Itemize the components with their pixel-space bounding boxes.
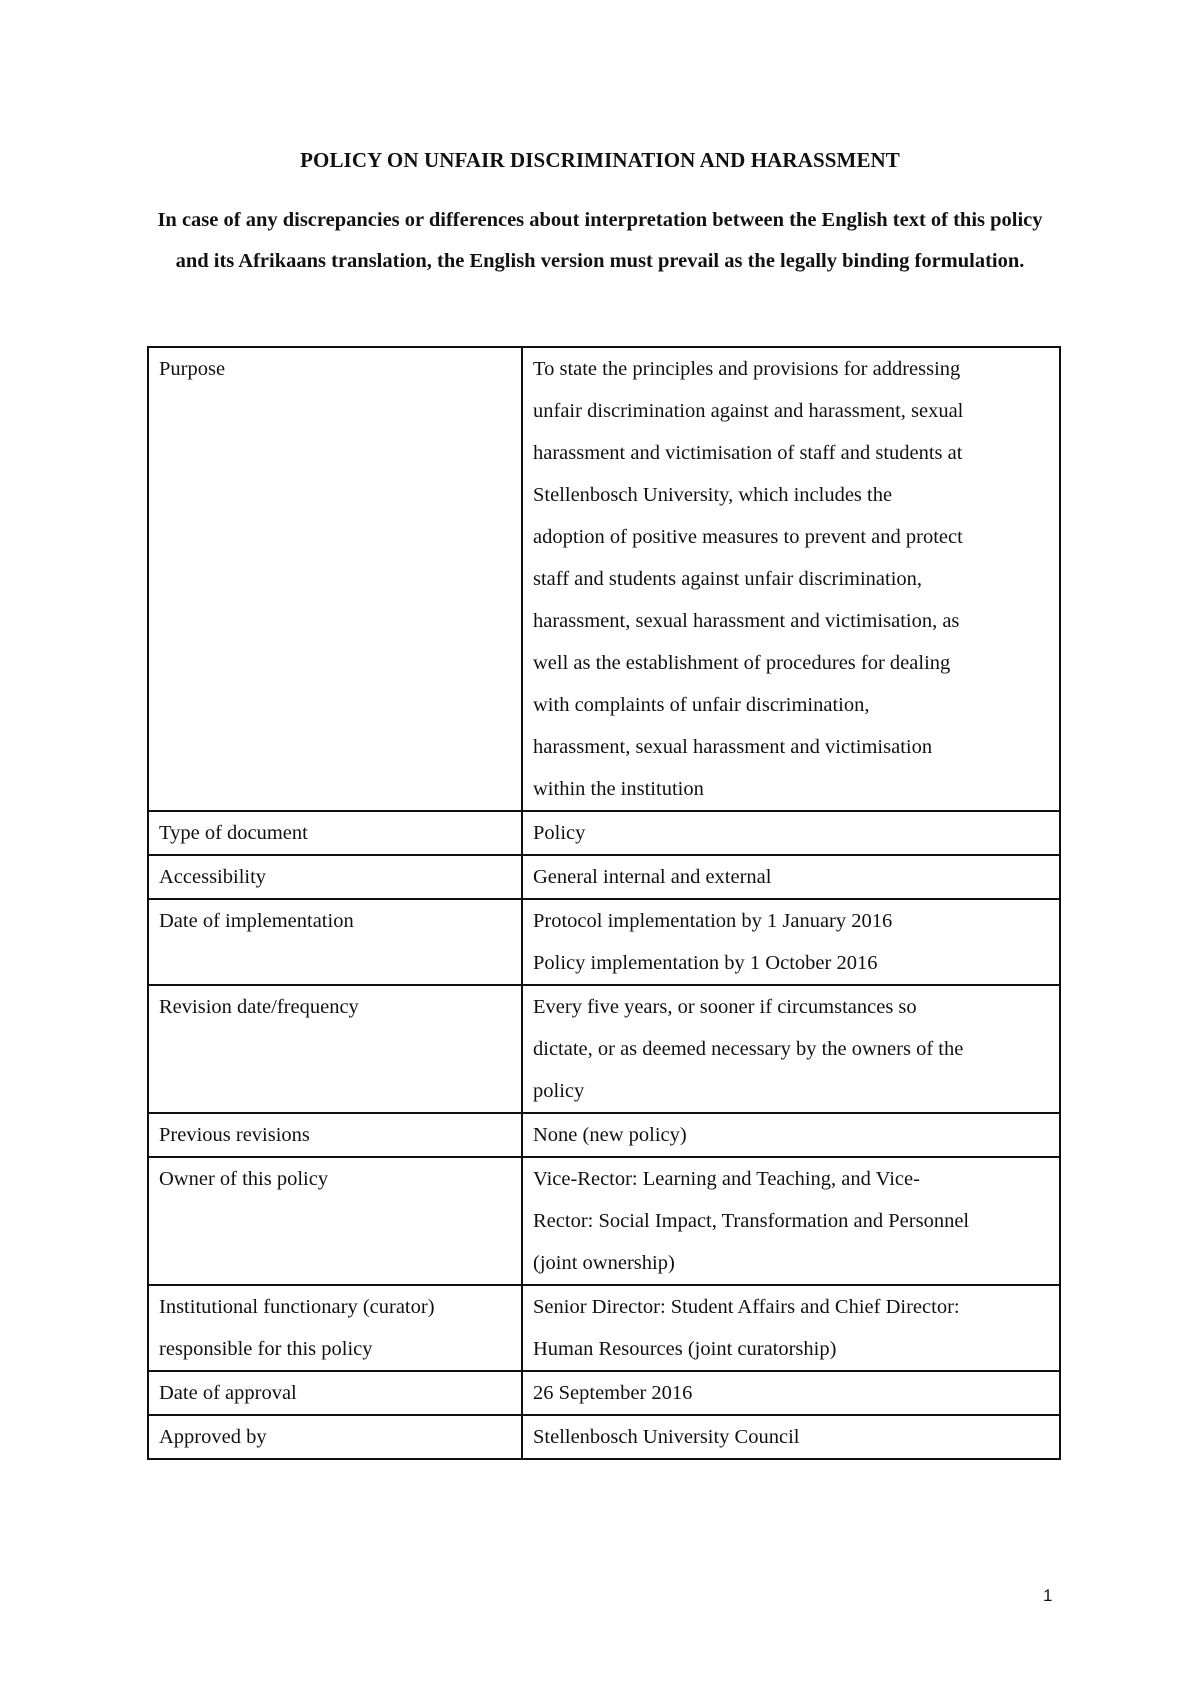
row-label-cell (148, 899, 522, 985)
row-label: Previous revisions (159, 1124, 310, 1146)
row-value-cell (522, 347, 1060, 811)
table-row (148, 811, 1060, 855)
row-label: Type of document (159, 822, 308, 844)
row-label: Date of implementation (159, 910, 354, 932)
row-value: harassment and victimisation of staff and students at (533, 442, 963, 464)
row-label: Approved by (159, 1426, 267, 1448)
row-value: Senior Director: Student Affairs and Chief Director: (533, 1296, 960, 1318)
row-value: (joint ownership) (533, 1252, 675, 1274)
row-label-cell (148, 985, 522, 1113)
row-value-cell (522, 811, 1060, 855)
row-label-cell (148, 347, 522, 811)
table-row (148, 1157, 1060, 1285)
row-label: Date of approval (159, 1382, 297, 1404)
row-label: Owner of this policy (159, 1168, 329, 1190)
row-label: Accessibility (159, 866, 267, 888)
row-value: well as the establishment of procedures for dealing (533, 652, 951, 674)
table-row (148, 347, 1060, 811)
row-value: within the institution (533, 778, 704, 800)
row-value: Vice-Rector: Learning and Teaching, and Vice- (533, 1168, 920, 1190)
row-value-cell (522, 855, 1060, 899)
row-value: adoption of positive measures to prevent and protect (533, 526, 963, 548)
row-label-cell (148, 811, 522, 855)
row-value: policy (533, 1080, 585, 1102)
row-value: unfair discrimination against and harassment, sexual (533, 400, 964, 422)
table-row (148, 855, 1060, 899)
row-value: None (new policy) (533, 1124, 687, 1146)
row-value: dictate, or as deemed necessary by the owners of the (533, 1038, 964, 1060)
row-value: with complaints of unfair discrimination, (533, 694, 870, 716)
row-value: Policy (533, 822, 586, 844)
row-value: Stellenbosch University, which includes the (533, 484, 893, 506)
table-row (148, 985, 1060, 1113)
row-label: Revision date/frequency (159, 996, 359, 1018)
row-label: Institutional functionary (curator) (159, 1296, 435, 1318)
row-value: Every five years, or sooner if circumstances so (533, 996, 917, 1018)
row-value-cell (522, 1113, 1060, 1157)
policy-metadata-table (147, 346, 1061, 1460)
row-value: staff and students against unfair discrimination, (533, 568, 923, 590)
row-value: Policy implementation by 1 October 2016 (533, 952, 878, 974)
table-row (148, 899, 1060, 985)
row-label: responsible for this policy (159, 1338, 373, 1360)
row-value: To state the principles and provisions for addressing (533, 358, 961, 380)
row-label: Purpose (159, 358, 226, 380)
row-value: Rector: Social Impact, Transformation and Personnel (533, 1210, 970, 1232)
row-value-cell (522, 1157, 1060, 1285)
row-value-cell (522, 899, 1060, 985)
row-value: Human Resources (joint curatorship) (533, 1338, 837, 1360)
row-value-cell (522, 1371, 1060, 1415)
row-label-cell (148, 1113, 522, 1157)
row-value-cell (522, 985, 1060, 1113)
row-label-cell (148, 1157, 522, 1285)
table-row (148, 1415, 1060, 1459)
table-row (148, 1285, 1060, 1371)
row-label-cell (148, 1415, 522, 1459)
document-title: POLICY ON UNFAIR DISCRIMINATION AND HARASSMENT (300, 148, 900, 172)
row-value: harassment, sexual harassment and victimisation, as (533, 610, 960, 632)
row-value-cell (522, 1415, 1060, 1459)
table-row (148, 1113, 1060, 1157)
row-value: Stellenbosch University Council (533, 1426, 800, 1448)
row-label-cell (148, 1371, 522, 1415)
policy-metadata-body (148, 347, 1060, 1459)
row-value: harassment, sexual harassment and victimisation (533, 736, 933, 758)
table-row (148, 1371, 1060, 1415)
row-value-cell (522, 1285, 1060, 1371)
row-label-cell (148, 855, 522, 899)
row-value: Protocol implementation by 1 January 2016 (533, 910, 893, 932)
row-value: General internal and external (533, 866, 772, 888)
page-number: 1 (1043, 1586, 1053, 1605)
row-value: 26 September 2016 (533, 1382, 693, 1404)
language-notice: In case of any discrepancies or differences about interpretation between the English text of this policy and its Afrikaans translation, the English version must prevail as the legally binding formulation. (157, 209, 1043, 272)
row-label-cell (148, 1285, 522, 1371)
